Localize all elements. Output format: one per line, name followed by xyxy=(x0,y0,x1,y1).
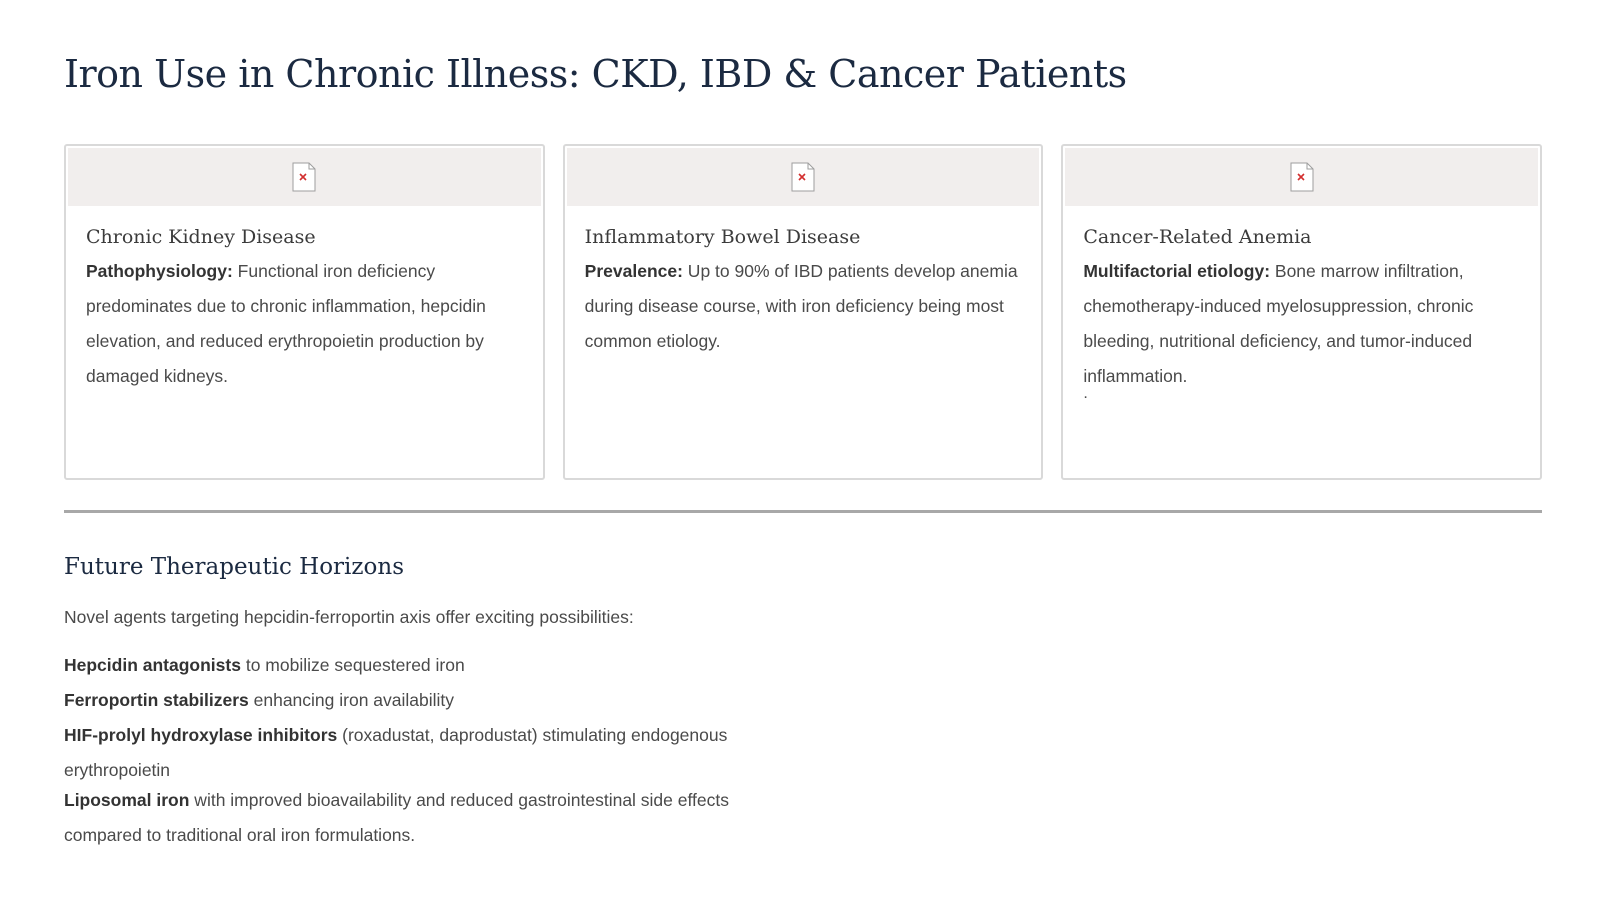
card-title: Cancer-Related Anemia xyxy=(1083,226,1312,248)
list-item xyxy=(64,648,776,683)
list-item xyxy=(64,783,776,853)
section-intro: Novel agents targeting hepcidin-ferroportin axis offer exciting possibilities: xyxy=(64,607,634,627)
card-text-lead: Pathophysiology: xyxy=(86,261,233,281)
list-item-lead: HIF-prolyl hydroxylase inhibitors xyxy=(64,725,338,745)
card-body xyxy=(1063,208,1540,404)
card-text xyxy=(585,254,1022,359)
list-item-lead: Ferroportin stabilizers xyxy=(64,690,249,710)
list-item-lead: Liposomal iron xyxy=(64,790,190,810)
card-text-body: Bone marrow infiltration, chemotherapy-induced myelosuppression, chronic bleeding, nutritional deficiency, and tumor-induced inflammation. xyxy=(1083,261,1474,386)
list-item-text: (roxadustat, daprodustat) stimulating endogenous erythropoietin xyxy=(64,725,728,780)
list-item xyxy=(64,718,776,788)
card-text-body: Functional iron deficiency predominates due to chronic inflammation, hepcidin elevation, and reduced erythropoietin production by damaged kidneys. xyxy=(86,261,486,386)
card-text-lead: Multifactorial etiology: xyxy=(1083,261,1271,281)
list-item-text: with improved bioavailability and reduced gastrointestinal side effects compared to traditional oral iron formulations. xyxy=(64,790,729,845)
condition-cards xyxy=(64,144,1542,480)
card-cancer xyxy=(1061,144,1542,480)
broken-image-icon xyxy=(789,162,817,192)
card-ckd xyxy=(64,144,545,480)
card-image-placeholder xyxy=(567,148,1040,206)
broken-image-icon xyxy=(290,162,318,192)
card-image-placeholder xyxy=(68,148,541,206)
card-title: Chronic Kidney Disease xyxy=(86,226,316,248)
list-item xyxy=(64,683,776,718)
horizon-list xyxy=(64,648,776,853)
card-title: Inflammatory Bowel Disease xyxy=(584,226,861,248)
list-item-text: enhancing iron availability xyxy=(248,690,455,710)
page-title: Iron Use in Chronic Illness: CKD, IBD & Cancer Patients xyxy=(64,52,1127,96)
card-trailing-dot: . xyxy=(1083,385,1088,402)
card-body xyxy=(565,208,1042,359)
card-body xyxy=(66,208,543,394)
card-text-lead: Prevalence: xyxy=(584,261,683,281)
list-item-lead: Hepcidin antagonists xyxy=(64,655,241,675)
broken-image-icon xyxy=(1288,162,1316,192)
card-ibd xyxy=(563,144,1044,480)
section-divider xyxy=(64,510,1542,513)
card-text xyxy=(1083,254,1520,394)
card-text xyxy=(86,254,523,394)
list-item-text: to mobilize sequestered iron xyxy=(240,655,465,675)
card-text-body: Up to 90% of IBD patients develop anemia during disease course, with iron deficiency being most common etiology. xyxy=(584,261,1018,351)
card-image-placeholder xyxy=(1065,148,1538,206)
section-title: Future Therapeutic Horizons xyxy=(64,554,404,580)
